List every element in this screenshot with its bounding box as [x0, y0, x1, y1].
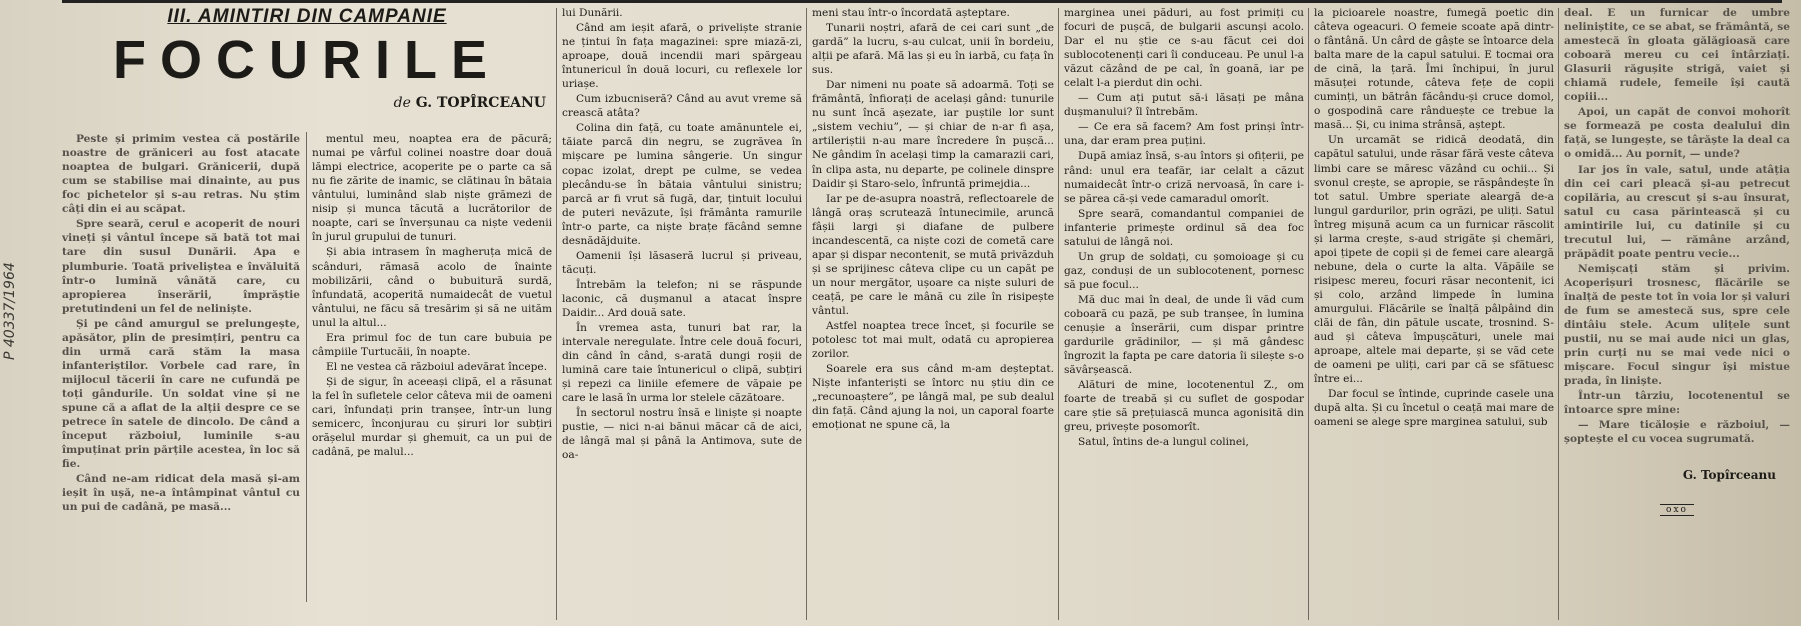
paragraph: Tunarii noștri, afară de cei cari sunt „de gardă” la lucru, s-au culcat, unii în bordeiu, alții pe afară. Mă las și eu în iarbă, cu fața în sus.: [812, 22, 1054, 77]
paragraph: Când am ieșit afară, o priveliște stranie ne țintui în fața magazinei: spre miază-zi, aproape, două incendii mari spărgeau întunericul în două locuri, cu reflexele lor uriașe.: [562, 22, 802, 91]
paragraph: Mă duc mai în deal, de unde îi văd cum coboară cu pază, pe sub tranșee, în lumina cenușie a înserării, cum dispar printre gardurile grădinilor, — și mă gândesc îngrozit la fapta pe care datoria îi silește s-o săvârșească.: [1064, 293, 1304, 377]
column-2: [562, 6, 802, 622]
column-divider: [556, 8, 557, 620]
signature: G. Topîrceanu: [1682, 468, 1776, 483]
paragraph: Spre seară, cerul e acoperit de nouri vineți și vântul începe să bată tot mai tare din susul Dunării. Apa e plumburie. Toată priveliștea e învăluită într-o lumină vânătă care, cu apropierea înserării, împrăștie pretutindeni un fel de neliniște.: [62, 218, 300, 315]
end-mark: [1564, 503, 1790, 517]
paragraph: Iar pe de-asupra noastră, reflectoarele de lângă oraș scrutează întunecimile, aruncă fâșii largi și diafane de pulbere incandescentă, ca niște cozi de cometă care apar și dispar necontenit, se mută privăzduh și se sprijinesc câteva clipe cu un capăt pe un nour mergător, ușoare ca niște suluri de ceață, pe care le mână cu zile în risipește vântul.: [812, 192, 1054, 317]
paragraph: Oamenii își lăsaseră lucrul și priveau, tăcuți.: [562, 249, 802, 276]
paragraph: Un urcamăt se ridică deodată, din capătul satului, unde răsar fără veste câteva limbi care se măresc văzând cu ochii... Și svonul crește, se apropie, se răspândește în tot satul. Umbre speriate aleargă de-a lungul gardurilor, prin ogrăzi, pe uliți. Satul întreg mișună acum ca un furnicar răscolit și larma crește, s-aud strigăte și chemări, apoi țipete de copii și de femei care aleargă nebune, dela o curte la alta. Văpăile se risipesc mereu, focuri răsar necontenit, ici și colo, arzând limpede în lumina amurgului. Flăcările se înalță pâlpâind din clăi de fân, din pătule uscate, trosnind. S-aud și câteva împușcături, unele mai aproape, altele mai departe, și se văd cete de oameni pe uliți, cari par că se sfătuesc între ei...: [1314, 134, 1554, 386]
paragraph: lui Dunării.: [562, 7, 623, 19]
paragraph: Alături de mine, locotenentul Z., om foarte de treabă și cu suflet de gospodar care știe să prețuiască munca agonisită din greu, privește posomorît.: [1064, 379, 1304, 434]
byline-prefix: de: [393, 95, 411, 112]
article-lead-block: [62, 6, 552, 622]
paragraph: În vremea asta, tunuri bat rar, la intervale neregulate. Între cele două focuri, din când în când, s-arată dungi roșii de lumină care taie întunericul o clipă, subțiri și repezi ca liniile efemere de văpaie pe care le lasă în urma lor stelele căzătoare.: [562, 322, 802, 405]
column-4: [1064, 6, 1304, 622]
byline: [62, 96, 552, 110]
paragraph: meni stau într-o încordată așteptare.: [812, 7, 1010, 19]
column-6-faded-text: [1564, 6, 1790, 446]
paragraph: Întrebăm la telefon; ni se răspunde laconic, că dușmanul a atacat înspre Daidir... Ard două sate.: [562, 278, 802, 319]
column-1b: [312, 132, 552, 622]
column-divider: [1058, 8, 1059, 620]
header-rule: [62, 0, 1782, 3]
paragraph: Dar focul se întinde, cuprinde casele una după alta. Și cu încetul o ceață mai mare de oameni se alege spre marginea satului, sub: [1314, 388, 1554, 429]
paragraph: Și abia intrasem în magheruța mică de scânduri, rămasă acolo de înainte mobilizării, când o bubuitură surdă, înfundată, acoperită numaidecât de vuetul vântului, ne făcu să tresărim și să ne uităm unul la altul...: [312, 246, 552, 329]
paragraph: Și de sigur, în aceeași clipă, el a răsunat la fel în sufletele celor câteva mii de oameni cari, înfundați prin tranșee, într-un lung semicerc, înconjurau cu șiruri lor subțiri orășelul murdar și ghemuit, ca un pui de cadână, pe malul...: [312, 375, 552, 459]
paragraph: Când ne-am ridicat dela masă și-am ieșit în ușă, ne-a întâmpinat vântul cu un pui de cadână, pe masă...: [62, 473, 300, 514]
paragraph: Colina din față, cu toate amănuntele ei, tăiate parcă din negru, se zugrăvea în mișcare pe lumina sângerie. Un singur copac izolat, drept pe culme, se vedea plecându-se în bătaia vântului sinistru; parcă ar fi vrut să fugă, dar, țintuit locului de puteri nevăzute, își frământa ramurile într-o parte, ca niște brațe făcând semne desnădăjduite.: [562, 122, 802, 247]
series-kicker: III. AMINTIRI DIN CAMPANIE: [167, 6, 447, 27]
paragraph: Și pe când amurgul se prelungește, apăsător, plin de presimțiri, pentru ca din urmă cară stăm la masa infanteriștilor. Vorbele cad rare, în mijlocul tăcerii în care ne cufundă pe toți gândurile. Un soldat vine și ne spune că a aflat de la alții despre ce se petrece în satele de dincolo. De când a început războiul, luminile s-au împuținat prin părțile acestea, în loc să fie.: [62, 317, 300, 471]
paragraph: Era primul foc de tun care bubuia pe câmpiile Turtucăii, în noapte.: [312, 331, 552, 358]
paragraph: Un grup de soldați, cu șomoioage și cu gaz, conduși de un sublocotenent, pornesc să pue focul...: [1064, 250, 1304, 291]
paragraph: Astfel noaptea trece încet, și focurile se potolesc tot mai mult, odată cu apropierea zorilor.: [812, 320, 1054, 361]
archive-margin-note: P 40337/1964: [2, 262, 18, 360]
paragraph: În sectorul nostru însă e liniște și noapte pustie, — nici n-ai bănui măcar că de aici, de lângă mal și până la Antimova, sute de oa-: [562, 407, 802, 462]
paragraph: Soarele era sus când m-am deșteptat. Niște infanteriști se întorc nu știu din ce „recunoaștere”, pe lângă mal, pe sub dealul din față. Când ajung la noi, un caporal foarte emoționat ne spune că, la: [812, 363, 1054, 432]
paragraph: Într-un târziu, locotenentul se întoarce spre mine:: [1564, 390, 1790, 417]
paragraph: După amiaz însă, s-au întors și ofițerii, pe rând: unul era teafăr, iar celalt a căzut numaidecât într-o criză nervoasă, în care i-se părea că-și vede camaradul omorît.: [1064, 150, 1304, 205]
paragraph: Apoi, un capăt de convoi mohorît se formează pe costa dealului din față, se lungește, se târăște la deal ca o omidă... Au pornit, — unde?: [1564, 106, 1790, 161]
column-divider: [306, 132, 307, 602]
paragraph: Satul, întins de-a lungul colinei,: [1078, 436, 1249, 449]
paragraph: Nemișcați stăm și privim. Acoperișuri trosnesc, flăcările se înalță de peste tot în voia lor și valuri de fum se amestecă sus, spre cele dintâiu stele. Acum ulițele sunt pustii, nu se mai aude nici un glas, prin curți nu se mai vede nici o mișcare. Focul singur își mistue prada, în liniște.: [1564, 262, 1790, 388]
paragraph: — Cum ați putut să-i lăsați pe mâna dușmanului? îl întrebăm.: [1064, 92, 1304, 119]
paragraph: El ne vestea că războiul adevărat începe.: [326, 360, 548, 373]
paragraph: Cum izbucniseră? Când au avut vreme să crească atâta?: [562, 93, 802, 120]
article-title: FOCURILE: [113, 30, 501, 91]
column-5: [1314, 6, 1554, 622]
end-mark-text: oxo: [1660, 504, 1694, 516]
column-6: [1564, 6, 1790, 622]
column-3: [812, 6, 1054, 622]
paragraph: Dar nimeni nu poate să adoarmă. Toți se frământă, înfiorați de același gând: tunurile nu sunt încă așezate, iar puștile lor sunt „sistem vechiu”, — și chiar de n-ar fi așa, artileriștii n-au mare încredere în pușcă... Ne gândim în același timp la camarazii cari, în clipa asta, nu departe, pe colinele dinspre Daidir și Staro-selo, înfruntă primejdia...: [812, 79, 1054, 190]
paragraph: — Mare ticăloșie e războiul, — șoptește el cu vocea sugrumată.: [1564, 419, 1790, 446]
column-divider: [806, 8, 807, 620]
column-divider: [1308, 8, 1309, 620]
author-name: G. TOPÎRCEANU: [415, 95, 546, 112]
paragraph: deal. E un furnicar de umbre neliniștite, ce se abat, se frământă, se amestecă în gloata gălăgioasă care coboară mereu cu cei întârziați. Glasurii răgușite strigă, vaiet și chiamă rudele, femeile își caută copiii...: [1564, 7, 1790, 104]
paragraph: — Ce era să facem? Am fost prinși într-una, dar eram prea puțini.: [1064, 121, 1304, 148]
paragraph: marginea unei păduri, au fost primiți cu focuri de pușcă, de bulgarii ascunși acolo. Dar el nu știe ce s-au făcut cei doi sublocotenenți cari îi conduceau. Pe unul l-a văzut căzând de pe cal, în goană, iar pe celalt l-a pierdut din ochi.: [1064, 7, 1304, 90]
paragraph: Peste și primim vestea că postările noastre de grăniceri au fost atacate noaptea de bulgari. Grănicerii, după cum se stabilise mai dinainte, au pus foc pichetelor și s-au retras. Nu știm câți din ei au scăpat.: [62, 133, 300, 216]
column-divider: [1558, 8, 1559, 620]
paragraph: Spre seară, comandantul companiei de infanterie primește ordinul să dea foc satului de lângă noi.: [1064, 207, 1304, 248]
paragraph: la picioarele noastre, fumegă poetic din câteva ogeacuri. O femeie scoate apă dintr-o fântână. Un cârd de gâște se întoarce dela balta mare de la capul satului. E tocmai ora de cină, la țară. Îmi închipui, în jurul măsuței rotunde, câteva fețe de copii cuminți, un bătrân făcându-și cruce domol, o gospodină care rânduește ce trebue la masă... Și, cu inima strânsă, aștept.: [1314, 7, 1554, 132]
column-1a: [62, 132, 300, 622]
paragraph: mentul meu, noaptea era de păcură; numai pe vârful colinei noastre doar două lămpi electrice, acoperite pe o parte ca să nu fie zărite de inamic, se clătinau în bătaia vântului, luminând slab niște grămezi de nisip și munca tăcută a lucrătorilor de noapte, cari se înverșunau ca niște vedenii în jurul grupului de tunuri.: [312, 133, 552, 244]
paragraph: Iar jos în vale, satul, unde atâția din cei cari pleacă și-au petrecut copilăria, au crescut și s-au însurat, satul cu casa părintească și cu amintirile lui, cu datinile și cu trecutul lui, — rămâne arzând, prăpădit poate pentru vecie...: [1564, 163, 1790, 260]
